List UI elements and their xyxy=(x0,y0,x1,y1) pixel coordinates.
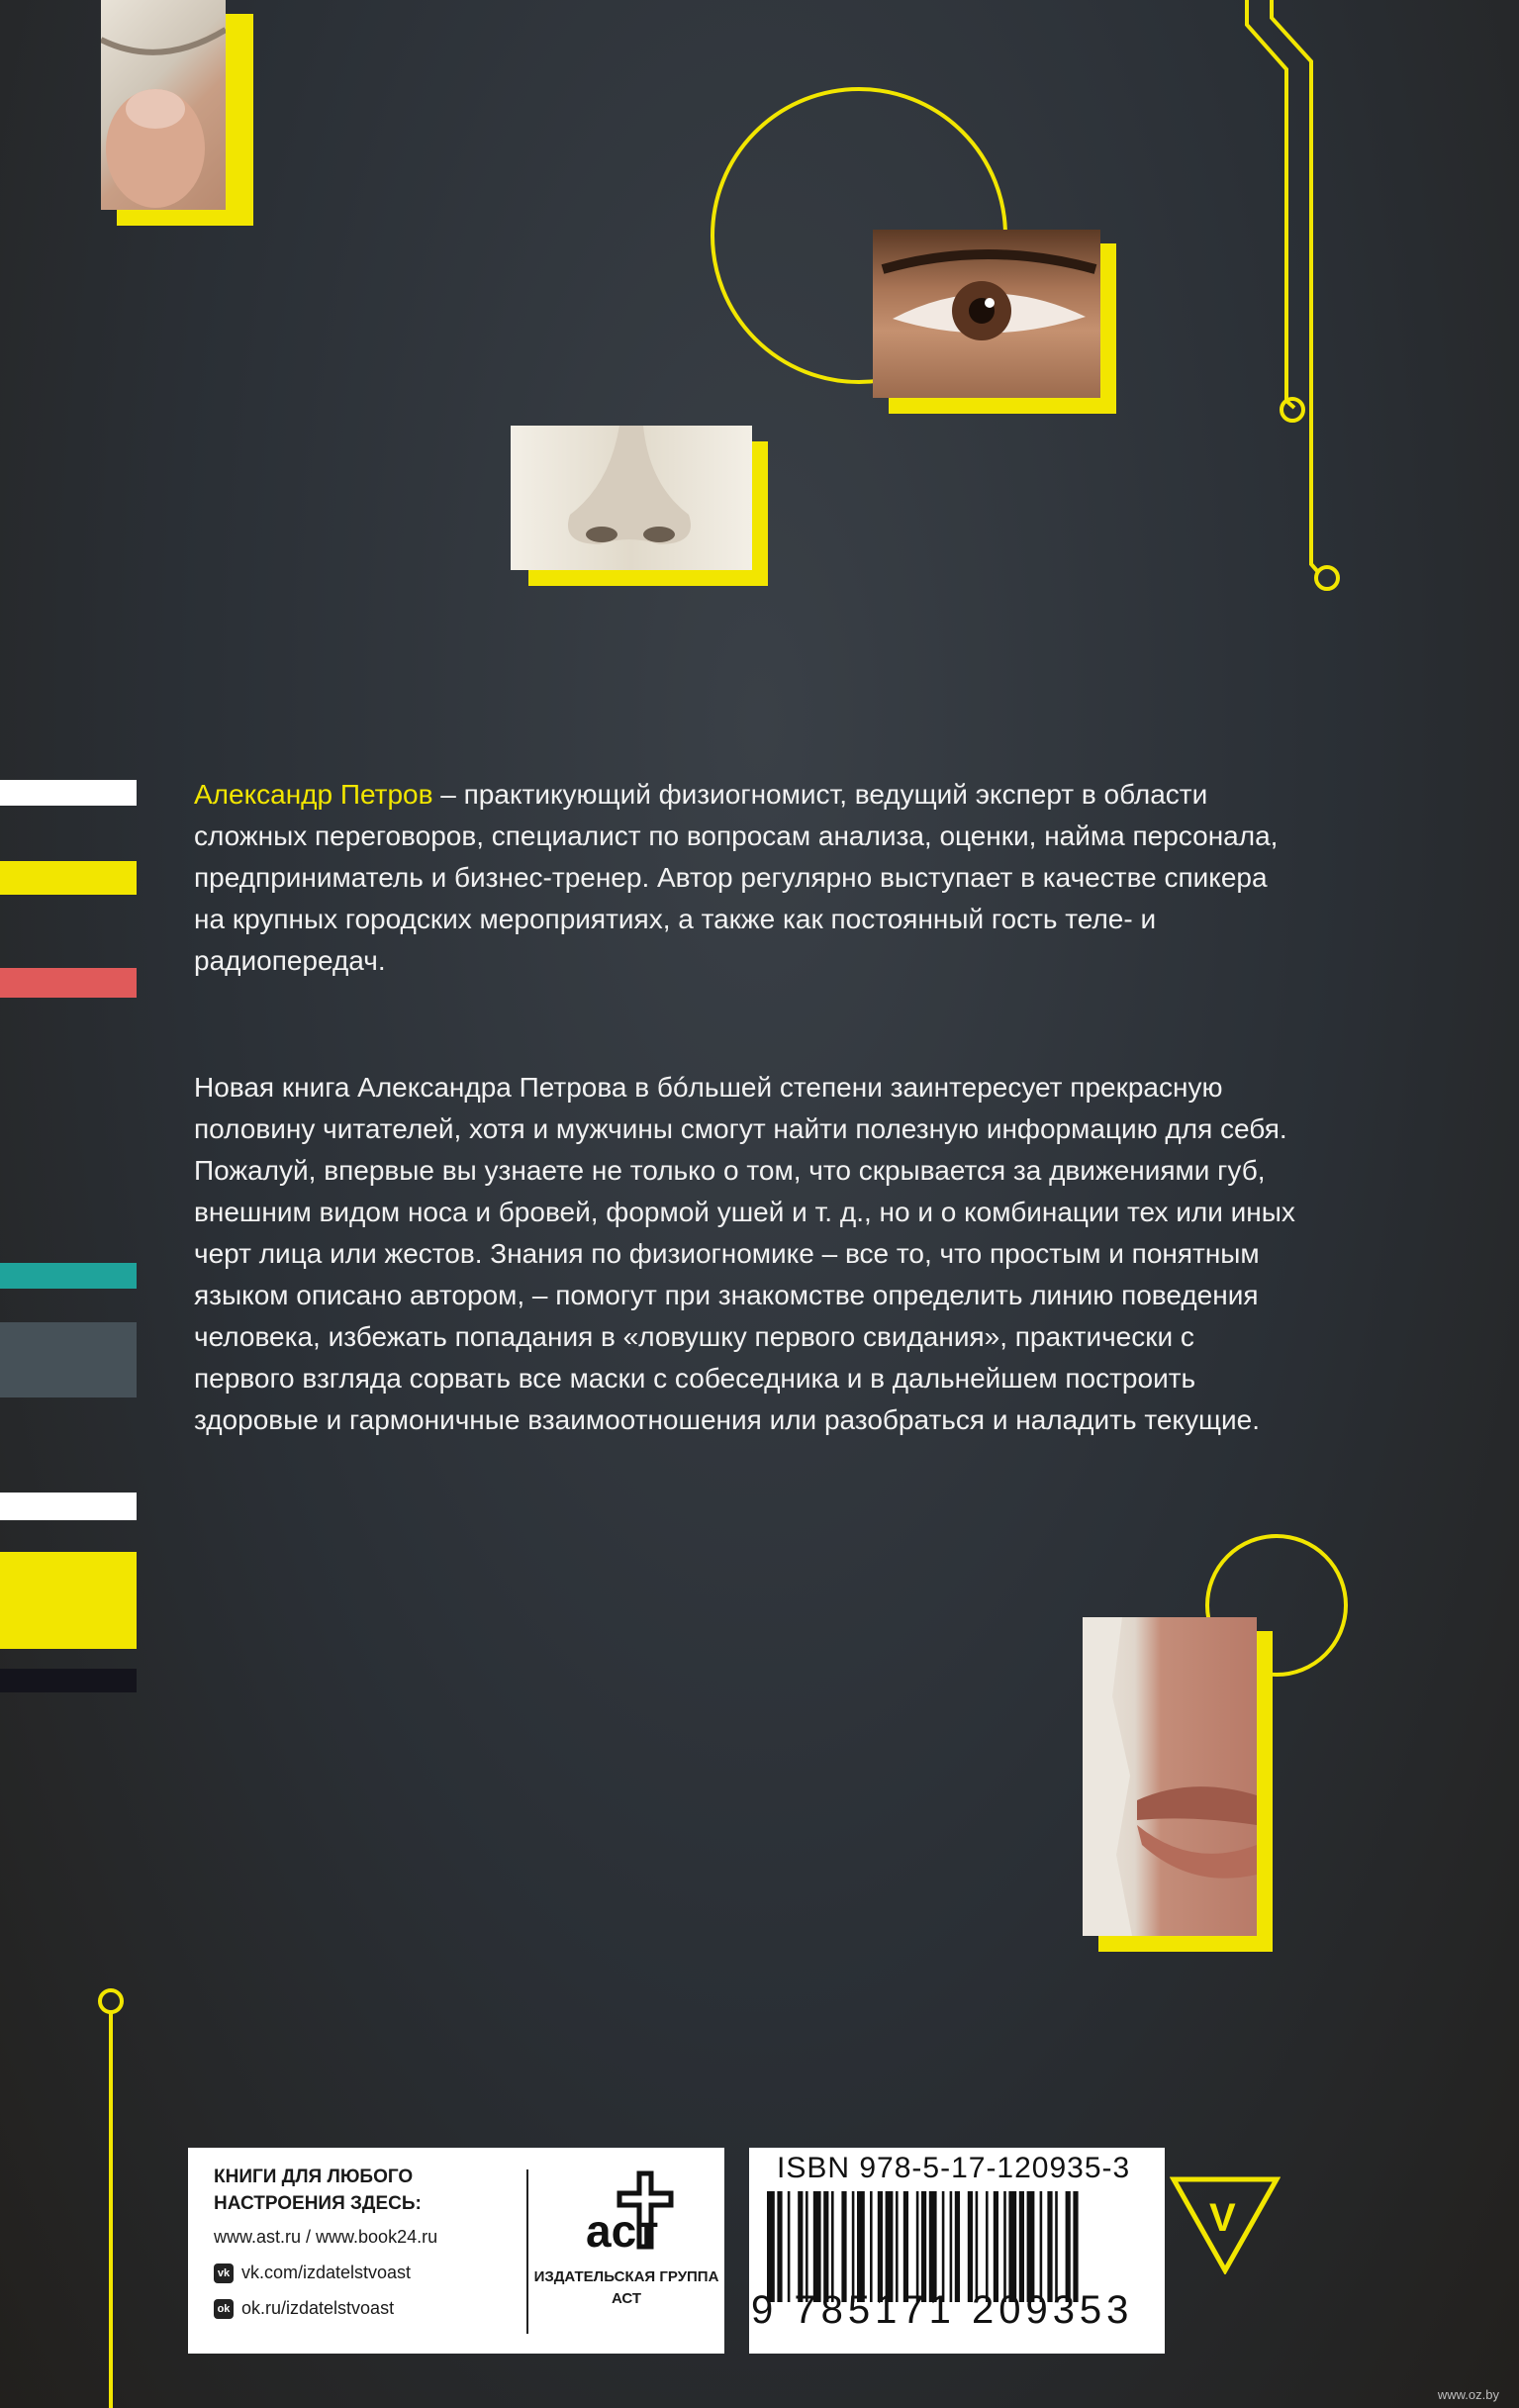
nose-photo xyxy=(511,426,752,570)
barcode-bar xyxy=(823,2191,828,2302)
promo-vk-link[interactable]: vk.com/izdatelstvoast xyxy=(241,2263,412,2282)
barcode-bar xyxy=(857,2191,865,2302)
barcode-bar xyxy=(878,2191,883,2302)
barcode-bar xyxy=(903,2191,908,2302)
stripe-coral xyxy=(0,968,137,998)
barcode-bar xyxy=(813,2191,821,2302)
author-bio xyxy=(194,774,1302,982)
isbn-text: ISBN 978-5-17-120935-3 xyxy=(777,2152,1131,2184)
barcode-bar xyxy=(942,2191,945,2302)
barcode-bar xyxy=(994,2191,998,2302)
barcode-bar xyxy=(1019,2191,1024,2302)
barcode-bar xyxy=(955,2191,960,2302)
promo-ok-link[interactable]: ok.ru/izdatelstvoast xyxy=(241,2298,395,2318)
barcode-bar xyxy=(1008,2191,1016,2302)
barcode-bar xyxy=(806,2191,808,2302)
barcode-bar xyxy=(929,2191,937,2302)
barcode-bar xyxy=(886,2191,894,2302)
promo-title: КНИГИ ДЛЯ ЛЮБОГО НАСТРОЕНИЯ ЗДЕСЬ: xyxy=(214,2167,422,2214)
stripe-dark xyxy=(0,1669,137,1692)
barcode-bar xyxy=(767,2191,775,2302)
author-bio-text: – практикующий физиогномист, ведущий эксперт в области сложных переговоров, специалист по вопросам анализа, оценки, найма персонала, предприниматель и бизнес-тренер. Автор регулярно выступает в качестве спикера на крупных городских мероприятиях, а также как постоянный гость теле- и радиопередач. xyxy=(194,779,1279,976)
barcode-bar xyxy=(1073,2191,1078,2302)
eye-photo xyxy=(873,230,1100,398)
barcode-bar xyxy=(950,2191,953,2302)
barcode-bar xyxy=(968,2191,973,2302)
barcode-bar xyxy=(976,2191,979,2302)
barcode-bar xyxy=(788,2191,791,2302)
barcode-bar xyxy=(1027,2191,1035,2302)
ast-logo-text: аст xyxy=(586,2205,659,2257)
stripe-yellow-2 xyxy=(0,1552,137,1649)
barcode-bar xyxy=(831,2191,834,2302)
ast-logo xyxy=(528,2166,724,2264)
isbn-barcode-box xyxy=(749,2148,1165,2354)
ok-icon: ok xyxy=(214,2299,234,2319)
book-annotation: Новая книга Александра Петрова в бóльшей степени заинтересует прекрасную половину читателей, хотя и мужчины смогут найти полезную информацию для себя. Пожалуй, впервые вы узнаете не только о том, что скрывается за движениями губ, внешним видом носа и бровей, формой ушей и т. д., но и о комбинации тех или иных черт лица или жестов. Знания по физиогномике – все то, что простым и понятным языком описано автором, – помогут при знакомстве определить линию поведения человека, избежать попадания в «ловушку первого свидания», практически с первого взгляда сорвать все маски с собеседника и в дальнейшем построить здоровые и гармоничные взаимоотношения или разобраться и наладить текущие. xyxy=(194,1072,1295,1435)
barcode-bars xyxy=(767,2191,1147,2302)
publisher-name: ИЗДАТЕЛЬСКАЯ ГРУППА АСТ xyxy=(533,2268,719,2307)
barcode-bar xyxy=(777,2191,782,2302)
stripe-teal xyxy=(0,1263,137,1289)
barcode-bar xyxy=(921,2191,926,2302)
stripe-white-1 xyxy=(0,780,137,806)
barcode-bar xyxy=(1003,2191,1006,2302)
promo-sites[interactable]: www.ast.ru / www.book24.ru xyxy=(214,2227,438,2247)
barcode-bar xyxy=(870,2191,873,2302)
barcode-bar xyxy=(986,2191,989,2302)
stripe-white-2 xyxy=(0,1493,137,1520)
barcode-bar xyxy=(1066,2191,1071,2302)
barcode-bar xyxy=(798,2191,803,2302)
stripe-slate xyxy=(0,1322,137,1397)
barcode-bar xyxy=(896,2191,899,2302)
barcode-bar xyxy=(1047,2191,1052,2302)
barcode-bar xyxy=(1055,2191,1058,2302)
barcode-bar xyxy=(1040,2191,1043,2302)
barcode-bar xyxy=(916,2191,919,2302)
ean-digits: 9 785171 209353 xyxy=(751,2288,1134,2332)
vk-icon: vk xyxy=(214,2264,234,2283)
watermark: www.oz.by xyxy=(1437,2387,1499,2402)
stripe-yellow-1 xyxy=(0,861,137,895)
barcode-bar xyxy=(841,2191,846,2302)
lips-photo xyxy=(1083,1617,1257,1936)
imprint-logo-text: V xyxy=(1209,2196,1236,2240)
barcode-bar xyxy=(852,2191,855,2302)
finger-lips-photo xyxy=(101,0,226,210)
promo-box xyxy=(188,2148,724,2354)
imprint-logo xyxy=(1170,2173,1281,2274)
author-name: Александр Петров xyxy=(194,779,433,810)
